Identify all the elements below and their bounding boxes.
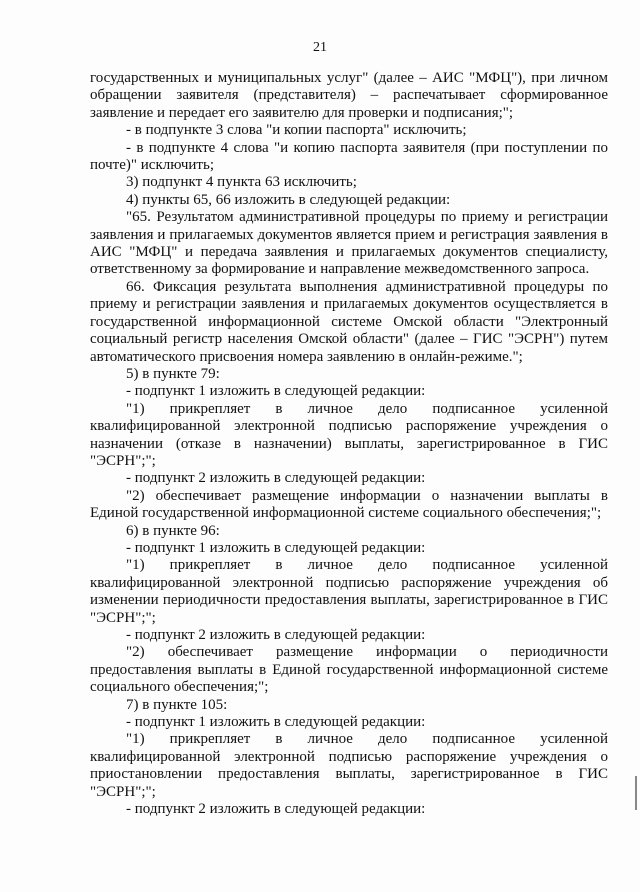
paragraph: - подпункт 2 изложить в следующей редакции: [126, 470, 426, 487]
paragraph: 5) в пункте 79: [126, 365, 220, 382]
paragraph: "1) прикрепляет в личное дело подписанное усиленной квалифицированной электронной подписью распоряжение учреждения об изменении периодичности предоставления выплаты, зарегистрированное в ГИС "ЭСРН";"; [90, 557, 608, 626]
paragraph: - подпункт 2 изложить в следующей редакции: [126, 627, 426, 643]
paragraph: "65. Результатом административной процедуры по приему и регистрации заявления и прилагаемых документов является прием и регистрация заявления в АИС "МФЦ" и передача заявления и прилагаемых документов специалисту, ответственному за формирование и направление межведомственного запроса. [90, 209, 608, 278]
document-body [90, 70, 608, 818]
paragraph: "1) прикрепляет в личное дело подписанное усиленной квалифицированной электронной подписью распоряжение учреждения о назначении (отказе в назначении) выплаты, зарегистрированное в ГИС "ЭСРН";"; [90, 400, 608, 469]
paragraph: 3) подпункт 4 пункта 63 исключить; [126, 174, 357, 191]
paragraph: - подпункт 1 изложить в следующей редакции: [126, 714, 426, 731]
paragraph: 7) в пункте 105: [126, 696, 228, 713]
paragraph: "2) обеспечивает размещение информации о периодичности предоставления выплаты в Единой государственной информационной системе социального обеспечения;"; [90, 644, 608, 696]
paragraph: 6) в пункте 96: [126, 522, 220, 539]
paragraph: - подпункт 1 изложить в следующей редакции: [126, 383, 426, 400]
paragraph: - в подпункте 3 слова "и копии паспорта" исключить; [126, 122, 467, 139]
paragraph: 66. Фиксация результата выполнения административной процедуры по приему и регистрации заявления и прилагаемых документов осуществляется в государственной информационной системе Омской области "Электронный социальный регистр населения Омской области" (далее – ГИС "ЭСРН") путем автоматического присвоения номера заявлению в онлайн-режиме."; [90, 278, 608, 365]
paragraph: - в подпункте 4 слова "и копию паспорта заявителя (при поступлении по почте)" исключить; [90, 139, 608, 174]
paragraph-continuation: государственных и муниципальных услуг" (далее – АИС "МФЦ"), при личном обращении заявителя (представителя) – распечатывает сформированное заявление и передает его заявителю для проверки и подписания;"; [90, 70, 608, 121]
paragraph: - подпункт 1 изложить в следующей редакции: [126, 539, 426, 556]
page-number: 21 [313, 40, 327, 55]
scan-edge-mark [635, 776, 637, 810]
paragraph: - подпункт 2 изложить в следующей редакции: [126, 801, 426, 818]
paragraph: "2) обеспечивает размещение информации о назначении выплаты в Единой государственной информационной системе социального обеспечения;"; [90, 487, 608, 522]
paragraph: "1) прикрепляет в личное дело подписанное усиленной квалифицированной электронной подписью распоряжение учреждения о приостановлении предоставления выплаты, зарегистрированное в ГИС "ЭСРН";"; [90, 731, 608, 800]
paragraph: 4) пункты 65, 66 изложить в следующей редакции: [126, 191, 451, 208]
